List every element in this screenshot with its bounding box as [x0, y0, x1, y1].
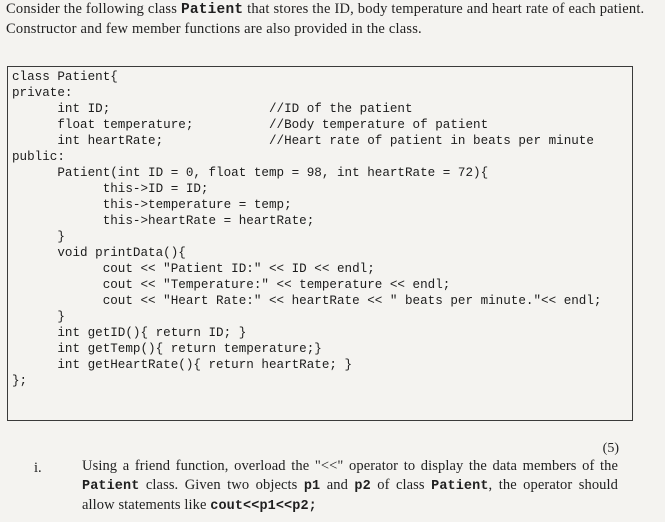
- code-line: int ID; //ID of the patient: [12, 102, 413, 116]
- object-p2: p2: [354, 479, 371, 494]
- code-line: int heartRate; //Heart rate of patient in beats per minute: [12, 134, 594, 148]
- marks-label: (5): [602, 441, 619, 456]
- code-line: }: [12, 310, 65, 324]
- code-line: };: [12, 374, 28, 388]
- object-p1: p1: [303, 479, 321, 494]
- code-line: }: [12, 230, 65, 244]
- code-line: cout << "Heart Rate:" << heartRate << " beats per minute."<< endl;: [12, 294, 602, 308]
- code-line: int getID(){ return ID; }: [12, 326, 247, 340]
- question-text-3: and: [320, 477, 355, 493]
- code-line: class Patient{: [12, 70, 118, 84]
- code-line: this->heartRate = heartRate;: [12, 214, 315, 228]
- question-text: [82, 457, 618, 516]
- intro-text-1: Consider the following class: [6, 1, 181, 17]
- question-text-2: class. Given two objects: [139, 477, 304, 493]
- code-line: this->ID = ID;: [12, 182, 209, 196]
- code-line: int getTemp(){ return temperature;}: [12, 342, 322, 356]
- code-line: Patient(int ID = 0, float temp = 98, int heartRate = 72){: [12, 166, 489, 180]
- intro-paragraph: [6, 0, 656, 39]
- code-line: cout << "Temperature:" << temperature << endl;: [12, 278, 451, 292]
- code-box: [7, 66, 633, 421]
- code-line: public:: [12, 150, 65, 164]
- question-class-name: Patient: [82, 479, 140, 494]
- code-line: this->temperature = temp;: [12, 198, 292, 212]
- code-line: int getHeartRate(){ return heartRate; }: [12, 358, 353, 372]
- code-line: float temperature; //Body temperature of patient: [12, 118, 489, 132]
- question-class-name-2: Patient: [431, 479, 489, 494]
- intro-text-2: that stores the ID, body temperature and heart rate of each patient. Constructor and few member functions are also provided in the class.: [6, 1, 645, 37]
- question-number: i.: [34, 460, 42, 476]
- question-text-1: Using a friend function, overload the "<<" operator to display the data members of the: [82, 458, 618, 474]
- code-line: void printData(){: [12, 246, 186, 260]
- example-statement: cout<<p1<<p2;: [210, 499, 317, 514]
- question-text-4: of class: [370, 477, 432, 493]
- intro-class-name: Patient: [180, 2, 244, 18]
- code-line: cout << "Patient ID:" << ID << endl;: [12, 262, 375, 276]
- question-text-5: , the operator should allow statements like: [82, 477, 619, 513]
- code-line: private:: [12, 86, 73, 100]
